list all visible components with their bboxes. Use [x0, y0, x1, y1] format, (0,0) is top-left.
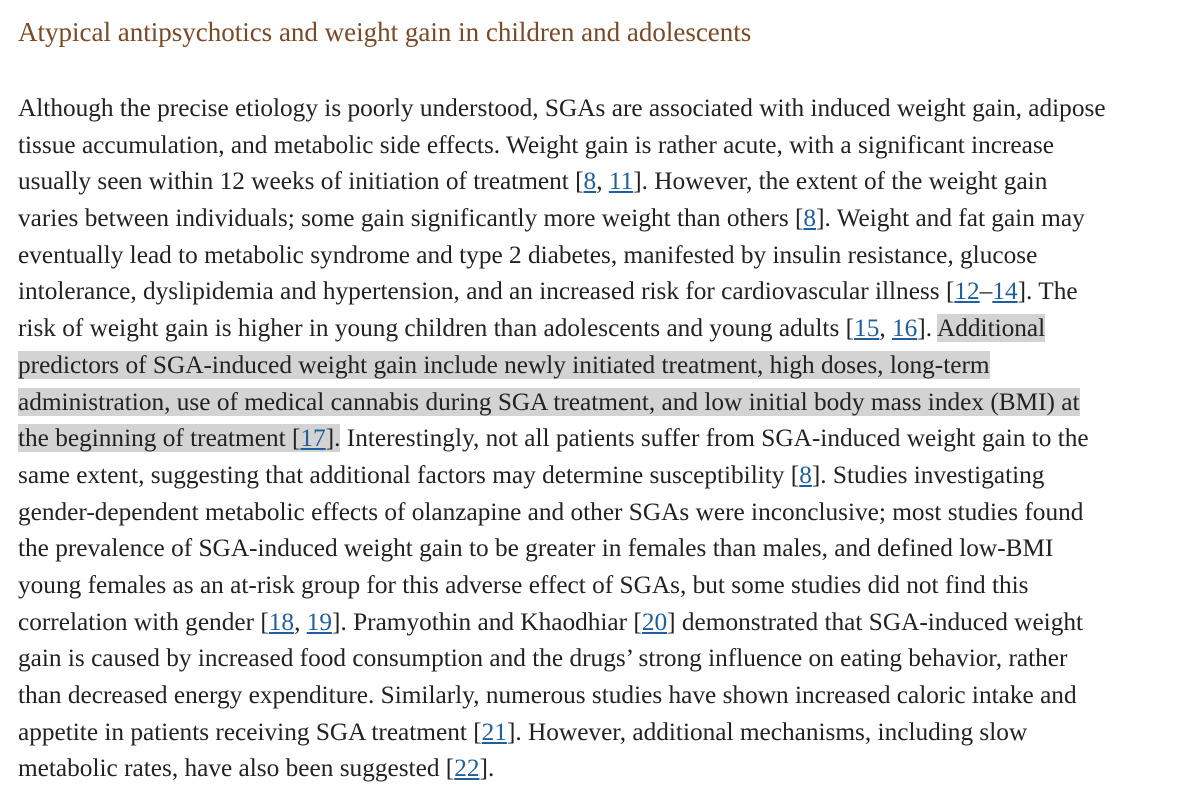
text-segment: , [294, 607, 307, 636]
text-segment: Interestingly, not all patients suffer from SGA-induced weight gain to the [340, 424, 1089, 453]
text-segment: the beginning of treatment [ [18, 424, 301, 453]
text-segment: ]. [917, 314, 937, 343]
text-segment: tissue accumulation, and metabolic side effects. Weight gain is rather acute, with a significant increase [18, 130, 1054, 159]
citation-link-17[interactable]: 17 [300, 424, 326, 453]
section-heading: Atypical antipsychotics and weight gain in children and adolescents [18, 17, 752, 47]
text-segment: ]. [325, 424, 341, 453]
citation-link-8[interactable]: 8 [583, 167, 597, 196]
article-paragraph [18, 90, 1196, 787]
text-segment: gender-dependent metabolic effects of olanzapine and other SGAs were inconclusive; most studies found [18, 497, 1084, 526]
text-line [18, 677, 1196, 714]
citation-link-20[interactable]: 20 [641, 607, 668, 636]
text-segment: ]. Pramyothin and Khaodhiar [ [332, 607, 642, 636]
text-segment: risk of weight gain is higher in young children than adolescents and young adults [ [18, 314, 855, 343]
citation-link-11[interactable]: 11 [608, 167, 634, 196]
text-line [18, 640, 1196, 677]
text-segment: varies between individuals; some gain significantly more weight than others [ [18, 204, 804, 233]
citation-link-15[interactable]: 15 [854, 314, 880, 343]
citation-link-8[interactable]: 8 [803, 204, 817, 233]
text-line [18, 604, 1196, 641]
text-line [18, 384, 1196, 421]
text-line [18, 750, 1196, 787]
text-line [18, 457, 1196, 494]
text-segment: ]. However, additional mechanisms, including slow [506, 717, 1028, 746]
text-segment: ]. [479, 754, 495, 783]
text-line [18, 420, 1196, 457]
text-line [18, 90, 1196, 127]
text-line [18, 347, 1196, 384]
citation-link-21[interactable]: 21 [481, 717, 507, 746]
text-line [18, 530, 1196, 567]
text-line [18, 273, 1196, 310]
highlighted-text: predictors of SGA-induced weight gain include newly initiated treatment, high doses, long-term [18, 350, 990, 379]
citation-link-16[interactable]: 16 [892, 314, 918, 343]
text-segment: than decreased energy expenditure. Similarly, numerous studies have shown increased caloric intake and [18, 681, 1077, 709]
text-line [18, 163, 1196, 200]
text-segment: – [979, 277, 993, 306]
text-segment: ]. The [1017, 277, 1078, 306]
text-line [18, 200, 1196, 237]
text-segment: the prevalence of SGA-induced weight gain to be greater in females than males, and defined low-BMI [18, 534, 1054, 563]
text-line [18, 714, 1196, 751]
citation-link-14[interactable]: 14 [992, 277, 1018, 306]
text-segment: intolerance, dyslipidemia and hypertension, and an increased risk for cardiovascular illness [ [18, 277, 955, 306]
text-segment: , [596, 167, 609, 196]
text-segment: usually seen within 12 weeks of initiation of treatment [ [18, 167, 584, 196]
text-line [18, 567, 1196, 604]
text-line [18, 494, 1196, 531]
text-segment: correlation with gender [ [18, 607, 269, 636]
highlighted-text: administration, use of medical cannabis during SGA treatment, and low initial body mass index (BMI) at [18, 387, 1080, 416]
text-segment: , [879, 314, 892, 343]
text-segment: appetite in patients receiving SGA treatment [ [18, 717, 482, 746]
text-segment: ]. Weight and fat gain may [816, 204, 1085, 233]
text-segment: Although the precise etiology is poorly understood, SGAs are associated with induced weight gain, adipose [18, 94, 1106, 122]
highlighted-text: Additional [936, 314, 1046, 343]
text-segment: ] demonstrated that SGA-induced weight [667, 607, 1084, 636]
text-line [18, 127, 1196, 164]
citation-link-22[interactable]: 22 [454, 754, 480, 783]
citation-link-19[interactable]: 19 [306, 607, 333, 636]
text-segment: ]. Studies investigating [811, 460, 1045, 489]
citation-link-8[interactable]: 8 [799, 460, 812, 489]
citation-link-12[interactable]: 12 [954, 277, 980, 306]
text-segment: ]. However, the extent of the weight gain [633, 167, 1048, 196]
citation-link-18[interactable]: 18 [268, 607, 295, 636]
text-segment: metabolic rates, have also been suggested [ [18, 754, 455, 783]
text-line [18, 310, 1196, 347]
highlighted-text [18, 424, 340, 452]
text-segment: same extent, suggesting that additional factors may determine susceptibility [ [18, 460, 800, 489]
text-segment: gain is caused by increased food consumption and the drugs’ strong influence on eating behavior, rather [18, 644, 1068, 673]
text-segment: young females as an at-risk group for this adverse effect of SGAs, but some studies did not find this [18, 570, 1029, 599]
text-segment: eventually lead to metabolic syndrome and type 2 diabetes, manifested by insulin resistance, glucose [18, 240, 1038, 269]
text-line [18, 237, 1196, 274]
